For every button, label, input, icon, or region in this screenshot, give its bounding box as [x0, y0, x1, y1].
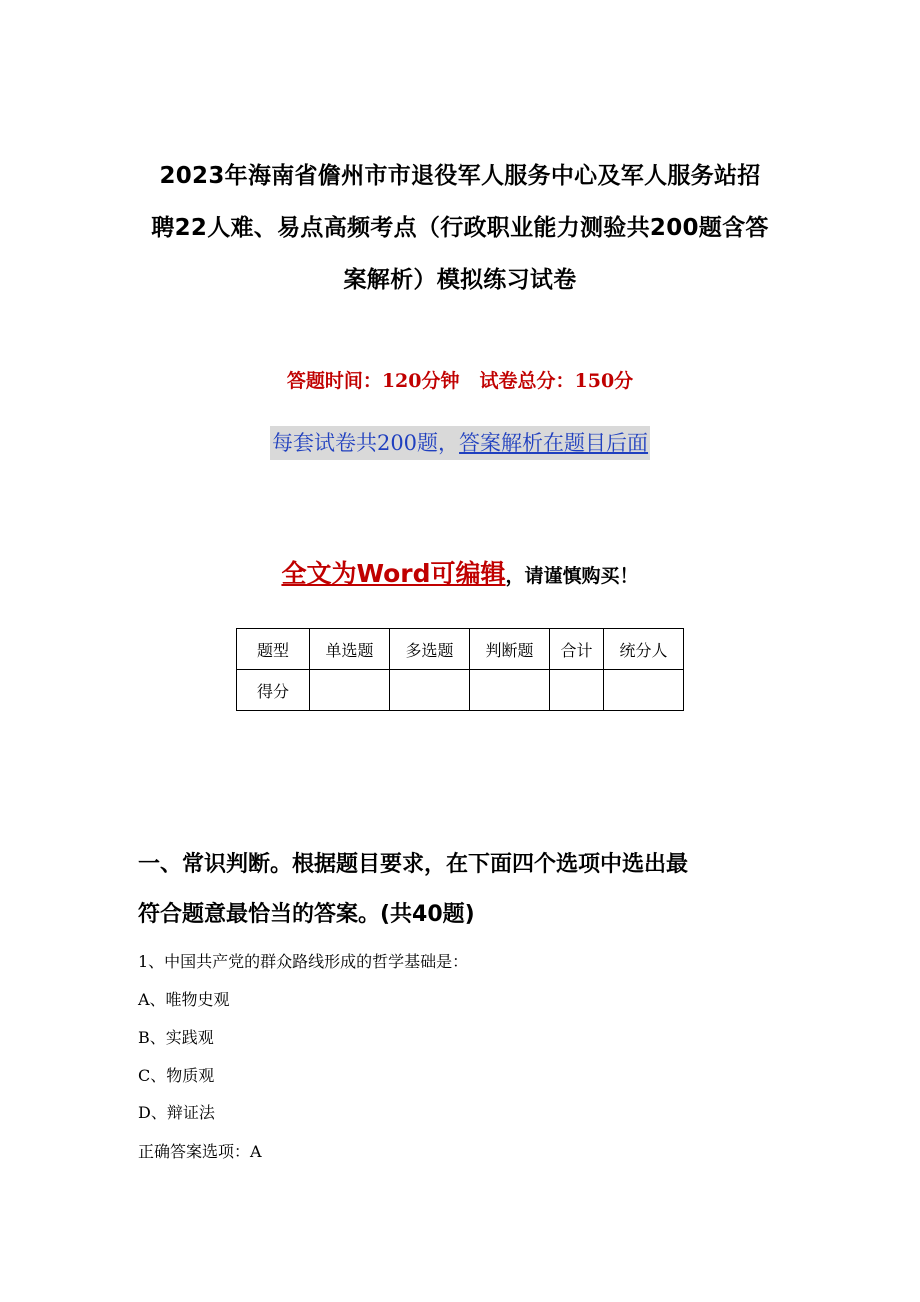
- correct-answer: 正确答案选项：A: [138, 1142, 262, 1161]
- title-line-2: 聘22人难、易点高频考点（行政职业能力测验共200题含答: [151, 215, 769, 241]
- option-c: C、物质观: [138, 1066, 215, 1085]
- row-label-score: 得分: [237, 670, 310, 711]
- section-heading-line-2: 符合题意最恰当的答案。(共40题): [138, 902, 475, 927]
- score-table-header-row: [237, 629, 684, 670]
- header-cell-single: 单选题: [310, 629, 390, 670]
- document-title: [120, 150, 800, 306]
- answer-analysis-link[interactable]: 答案解析在题目后面: [459, 431, 649, 455]
- notice-highlight: [270, 426, 650, 460]
- header-cell-type: 题型: [237, 629, 310, 670]
- option-a: A、唯物史观: [138, 990, 230, 1009]
- section-heading-line-1: 一、常识判断。根据题目要求，在下面四个选项中选出最: [138, 852, 689, 877]
- score-table: [236, 628, 684, 711]
- word-editable-link[interactable]: 全文为Word可编辑: [281, 559, 506, 588]
- exam-time: 答题时间：120分钟: [286, 370, 460, 392]
- score-cell[interactable]: [550, 670, 604, 711]
- header-cell-multi: 多选题: [390, 629, 470, 670]
- score-cell[interactable]: [470, 670, 550, 711]
- word-editable-note: [0, 554, 920, 597]
- question-stem: 1、中国共产党的群众路线形成的哲学基础是：: [138, 952, 469, 971]
- exam-total-score: 试卷总分：150分: [479, 370, 634, 392]
- score-table-score-row: [237, 670, 684, 711]
- header-cell-scorer: 统分人: [603, 629, 683, 670]
- title-line-1: 2023年海南省儋州市市退役军人服务中心及军人服务站招: [159, 163, 761, 189]
- header-cell-total: 合计: [550, 629, 604, 670]
- option-d: D、辩证法: [138, 1103, 215, 1122]
- purchase-warning: ，请谨慎购买！: [505, 565, 639, 587]
- title-line-3: 案解析）模拟练习试卷: [343, 267, 577, 293]
- section-heading: [138, 840, 798, 940]
- score-cell[interactable]: [310, 670, 390, 711]
- notice-banner: [0, 426, 920, 460]
- score-cell[interactable]: [390, 670, 470, 711]
- notice-text: 每套试卷共200题，: [271, 431, 460, 455]
- score-cell[interactable]: [603, 670, 683, 711]
- option-b: B、实践观: [138, 1028, 214, 1047]
- exam-meta: [0, 366, 920, 396]
- header-cell-judge: 判断题: [470, 629, 550, 670]
